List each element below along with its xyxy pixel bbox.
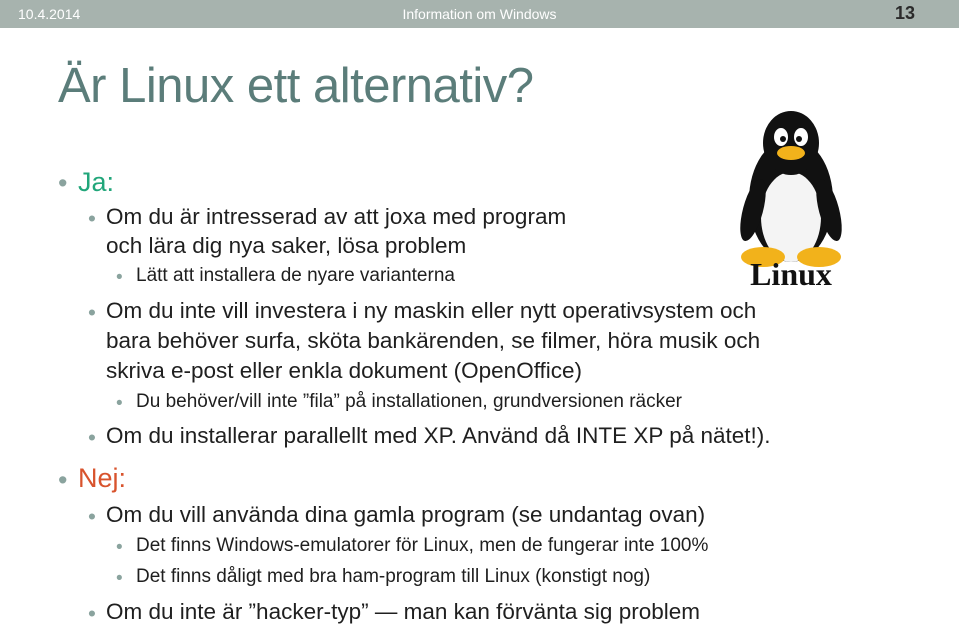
header-title: Information om Windows <box>402 6 557 22</box>
bullet-8: • <box>116 568 123 589</box>
nej-subitem-2: Det finns dåligt med bra ham-program till Linux (konstigt nog) <box>136 566 651 587</box>
ja-subitem-2: Du behöver/vill inte ”fila” på installationen, grundversionen räcker <box>136 391 683 412</box>
bullet-4: • <box>116 393 123 414</box>
bullet-2: • <box>116 267 123 288</box>
ja-bullet: • <box>58 168 68 198</box>
ja-item-3: Om du installerar parallellt med XP. Använd då INTE XP på nätet!). <box>106 423 771 448</box>
bullet-5: • <box>88 425 96 450</box>
ja-heading: Ja: <box>78 167 115 197</box>
nej-subitem-1: Det finns Windows-emulatorer för Linux, men de fungerar inte 100% <box>136 535 709 556</box>
nej-item-2: Om du inte är ”hacker-typ” — man kan förvänta sig problem <box>106 599 700 624</box>
nej-heading: Nej: <box>78 463 127 493</box>
ja-item-2-cont2: skriva e-post eller enkla dokument (OpenOffice) <box>106 358 583 383</box>
bullet-1: • <box>88 206 96 231</box>
slide-title: Är Linux ett alternativ? <box>58 59 534 113</box>
nej-bullet: • <box>58 465 68 495</box>
ja-item-2: Om du inte vill investera i ny maskin eller nytt operativsystem och <box>106 298 757 323</box>
ja-item-1-cont: och lära dig nya saker, lösa problem <box>106 233 467 258</box>
bullet-6: • <box>88 504 96 529</box>
bullet-7: • <box>116 537 123 558</box>
bullet-9: • <box>88 601 96 626</box>
linux-logo <box>725 105 860 290</box>
ja-item-1: Om du är intresserad av att joxa med program <box>106 204 567 229</box>
nej-item-1: Om du vill använda dina gamla program (se undantag ovan) <box>106 502 706 527</box>
ja-subitem-1: Lätt att installera de nyare varianterna <box>136 265 455 286</box>
linux-logo-text: Linux <box>750 256 832 290</box>
page-number: 13 <box>894 3 915 23</box>
ja-item-2-cont1: bara behöver surfa, sköta bankärenden, se filmer, höra musik och <box>106 328 761 353</box>
bullet-3: • <box>88 300 96 325</box>
header-bar <box>0 0 959 28</box>
header-date: 10.4.2014 <box>18 6 81 22</box>
